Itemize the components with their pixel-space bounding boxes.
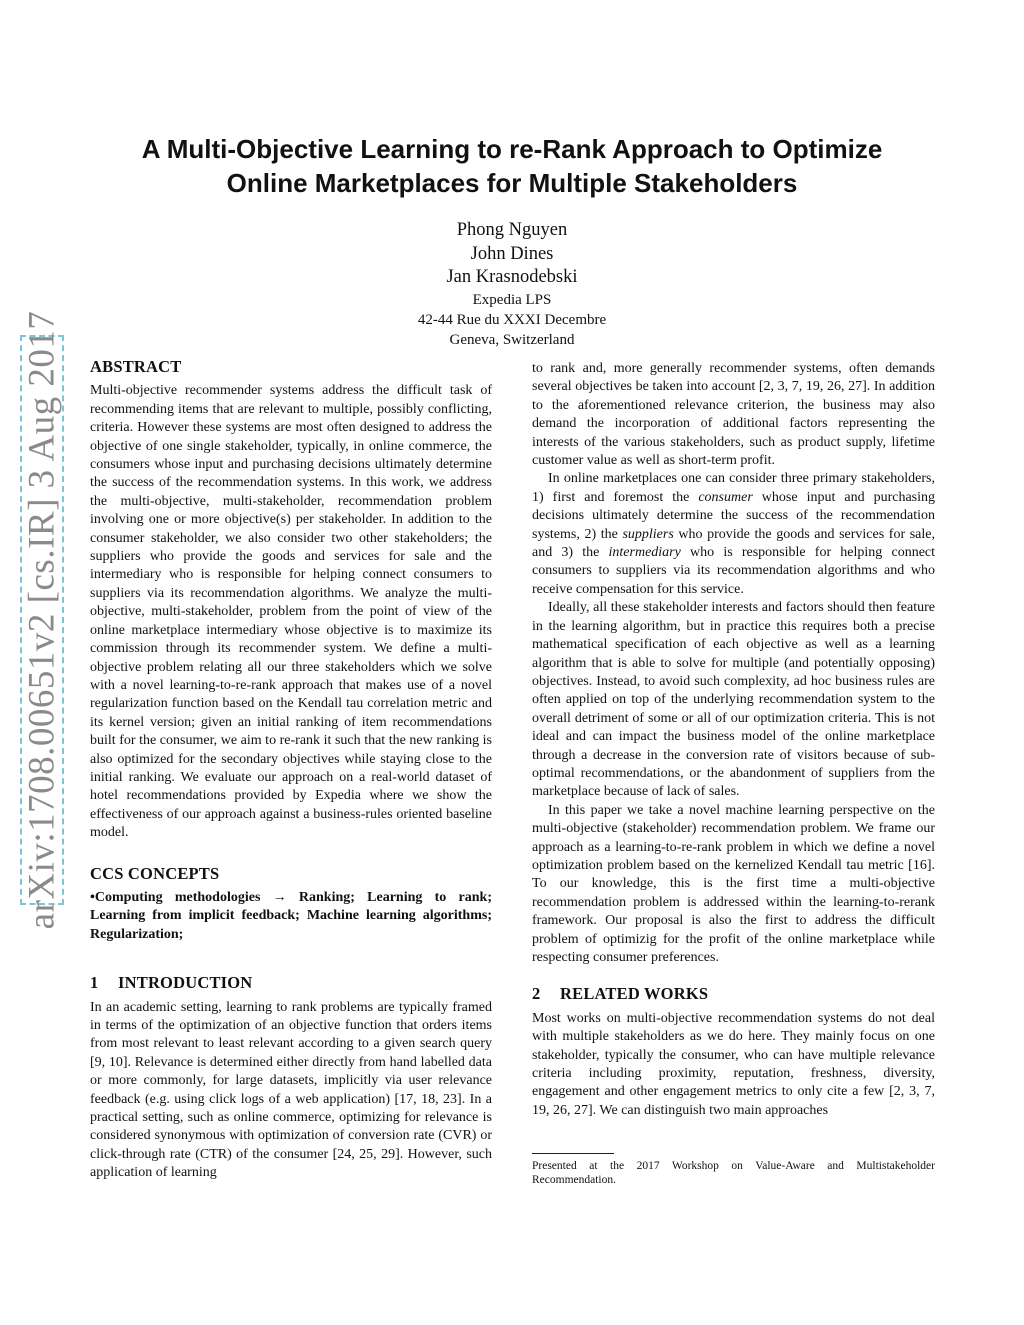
author-name: John Dines (470, 243, 554, 264)
related-works-heading (532, 985, 935, 1003)
section-number: 2 (532, 984, 541, 1004)
footnote-rule (532, 1153, 614, 1154)
footnote-text: Presented at the 2017 Workshop on Value-Aware and Multistakeholder Recommendation. (532, 1160, 935, 1186)
abstract-heading: ABSTRACT (90, 357, 182, 376)
intro-paragraph-2 (532, 470, 935, 599)
intro-paragraph-1: In an academic setting, learning to rank problems are typically framed in terms of the optimization of an objective function that orders items from most relevant to least relevant according to a given search query [9, 10]. Relevance is determined either directly from hand labelled data or more commonly, for large datasets, implicitly via user relevance feedback (e.g. using click logs of a web application) [17, 18, 23]. In a practical setting, such as online commerce, optimizing for relevance is considered synonymous with optimization of conversion rate (CVR) or click-through rate (CTR) of the consumer [24, 25, 29]. However, such application of learning (90, 999, 492, 1181)
introduction-heading (90, 974, 492, 992)
related-paragraph-1: Most works on multi-objective recommendation systems do not deal with multiple stakeholders as we do here. They mainly focus on one stakeholder, typically the consumer, who can have multiple relevance criteria including proximity, reputation, freshness, diversity, engagement and other engagement metrics to only cite a few [2, 3, 7, 19, 26, 27]. We can distinguish two main approaches (532, 1010, 935, 1118)
right-column (532, 360, 935, 1120)
emphasis-consumer: consumer (698, 489, 753, 505)
emphasis-intermediary: intermediary (608, 545, 681, 561)
footnote (532, 1153, 935, 1187)
arxiv-identifier: arXiv:1708.00651v2 [cs.IR] 3 Aug 2017 (21, 310, 63, 930)
text-run: In online marketplaces one can consider three primary stakeholders, 1) first and foremost the (532, 471, 935, 505)
section-title: INTRODUCTION (118, 973, 253, 993)
title-line-1: A Multi-Objective Learning to re-Rank Approach to Optimize (141, 134, 883, 164)
intro-paragraph-3: Ideally, all these stakeholder interests and factors should then feature in the learning algorithm, but in practice this requires both a precise mathematical specification of each objective as well as a learning algorithm that is able to solve for multiple (and potentially opposing) objectives. Instead, to avoid such complexity, ad hoc business rules are often applied on top of the underlying recommendation system to the overall detriment of some or all of our optimization criteria. This is not ideal and can impact the business model of the online marketplace through a decrease in the conversion rate of visitors because of sub-optimal recommendations, or the abandonment of suppliers from the marketplace because of lack of sales. (532, 600, 935, 800)
section-number: 1 (90, 973, 99, 993)
emphasis-suppliers: suppliers (622, 526, 674, 542)
author-name: Phong Nguyen (456, 220, 568, 240)
intro-paragraph-1-continued: to rank and, more generally recommender systems, often demands several objectives be taken into account [2, 3, 7, 19, 26, 27]. In addition to the aforementioned relevance criterion, the business may also demand the incorporation of additional factors representing the interests of the various stakeholders, such as product supply, lifetime customer value as well as short-term profit. (532, 361, 935, 469)
ccs-concepts-text: •Computing methodologies → Ranking; Learning to rank; Learning from implicit feedback; Machine learning algorithms; Regularization; (90, 889, 492, 942)
text-run: who provide the goods and services for sale, and 3) the (532, 526, 935, 561)
intro-paragraph-4: In this paper we take a novel machine learning perspective on the multi-objective (stakeholder) recommendation problem. We frame our approach as a learning-to-re-rank problem in which we define a novel optimization problem based on the kernelized Kendall tau metric [16]. To our knowledge, this is the first time a multi-objective recommendation problem is addressed within the learning-to-rerank framework. Our proposal is also the first to address the difficult problem of optimizig for the profit of the online marketplace while respecting consumer preferences. (532, 802, 935, 965)
left-column (90, 358, 492, 1183)
paper-title (90, 132, 934, 200)
section-title: RELATED WORKS (560, 984, 709, 1004)
author-block (300, 219, 724, 350)
affiliation-line: Expedia LPS (472, 291, 552, 308)
affiliation-line: Geneva, Switzerland (449, 331, 575, 348)
arxiv-stamp (20, 310, 64, 930)
ccs-heading: CCS CONCEPTS (90, 863, 220, 883)
title-line-2: Online Marketplaces for Multiple Stakeholders (226, 168, 798, 198)
abstract-text: Multi-objective recommender systems address the difficult task of recommending items that are relevant to multiple, possibly conflicting, criteria. However these systems are most often designed to address the objective of one single stakeholder, typically, in online commerce, the consumers whose input and purchasing decisions ultimately determine the success of the recommendation systems. In this work, we address the multi-objective, multi-stakeholder, recommendation problem involving one or more objective(s) per stakeholder. In addition to the consumer stakeholder, we also consider two other stakeholders; the suppliers who provide the goods and services for sale and the intermediary who is responsible for helping connect consumers to suppliers via its recommendation algorithms. We analyze the multi-objective, multi-stakeholder, problem from the point of view of the online marketplace intermediary whose objective is to maximize its commission through its recommender system. We define a multi-objective problem relating all our three stakeholders which we solve with a novel learning-to-re-rank approach that makes use of a novel regularization function based on the Kendall tau correlation metric and its kernel version; given an initial ranking of item recommendations built for the consumer, we aim to re-rank it such that the new ranking is also optimized for the secondary objectives while staying close to the initial ranking. We evaluate our approach on a real-world dataset of hotel recommendations provided by Expedia where we show the effectiveness of our approach against a business-rules oriented baseline model. (90, 383, 492, 841)
affiliation-line: 42-44 Rue du XXXI Decembre (417, 311, 607, 328)
text-run: whose input and purchasing decisions ultimately determine the success of the recommendation systems, 2) the (532, 489, 936, 542)
author-name: Jan Krasnodebski (446, 267, 578, 287)
text-run: who is responsible for helping connect consumers to suppliers via its recommendation algorithms and who receive compensation for this service. (532, 545, 936, 597)
